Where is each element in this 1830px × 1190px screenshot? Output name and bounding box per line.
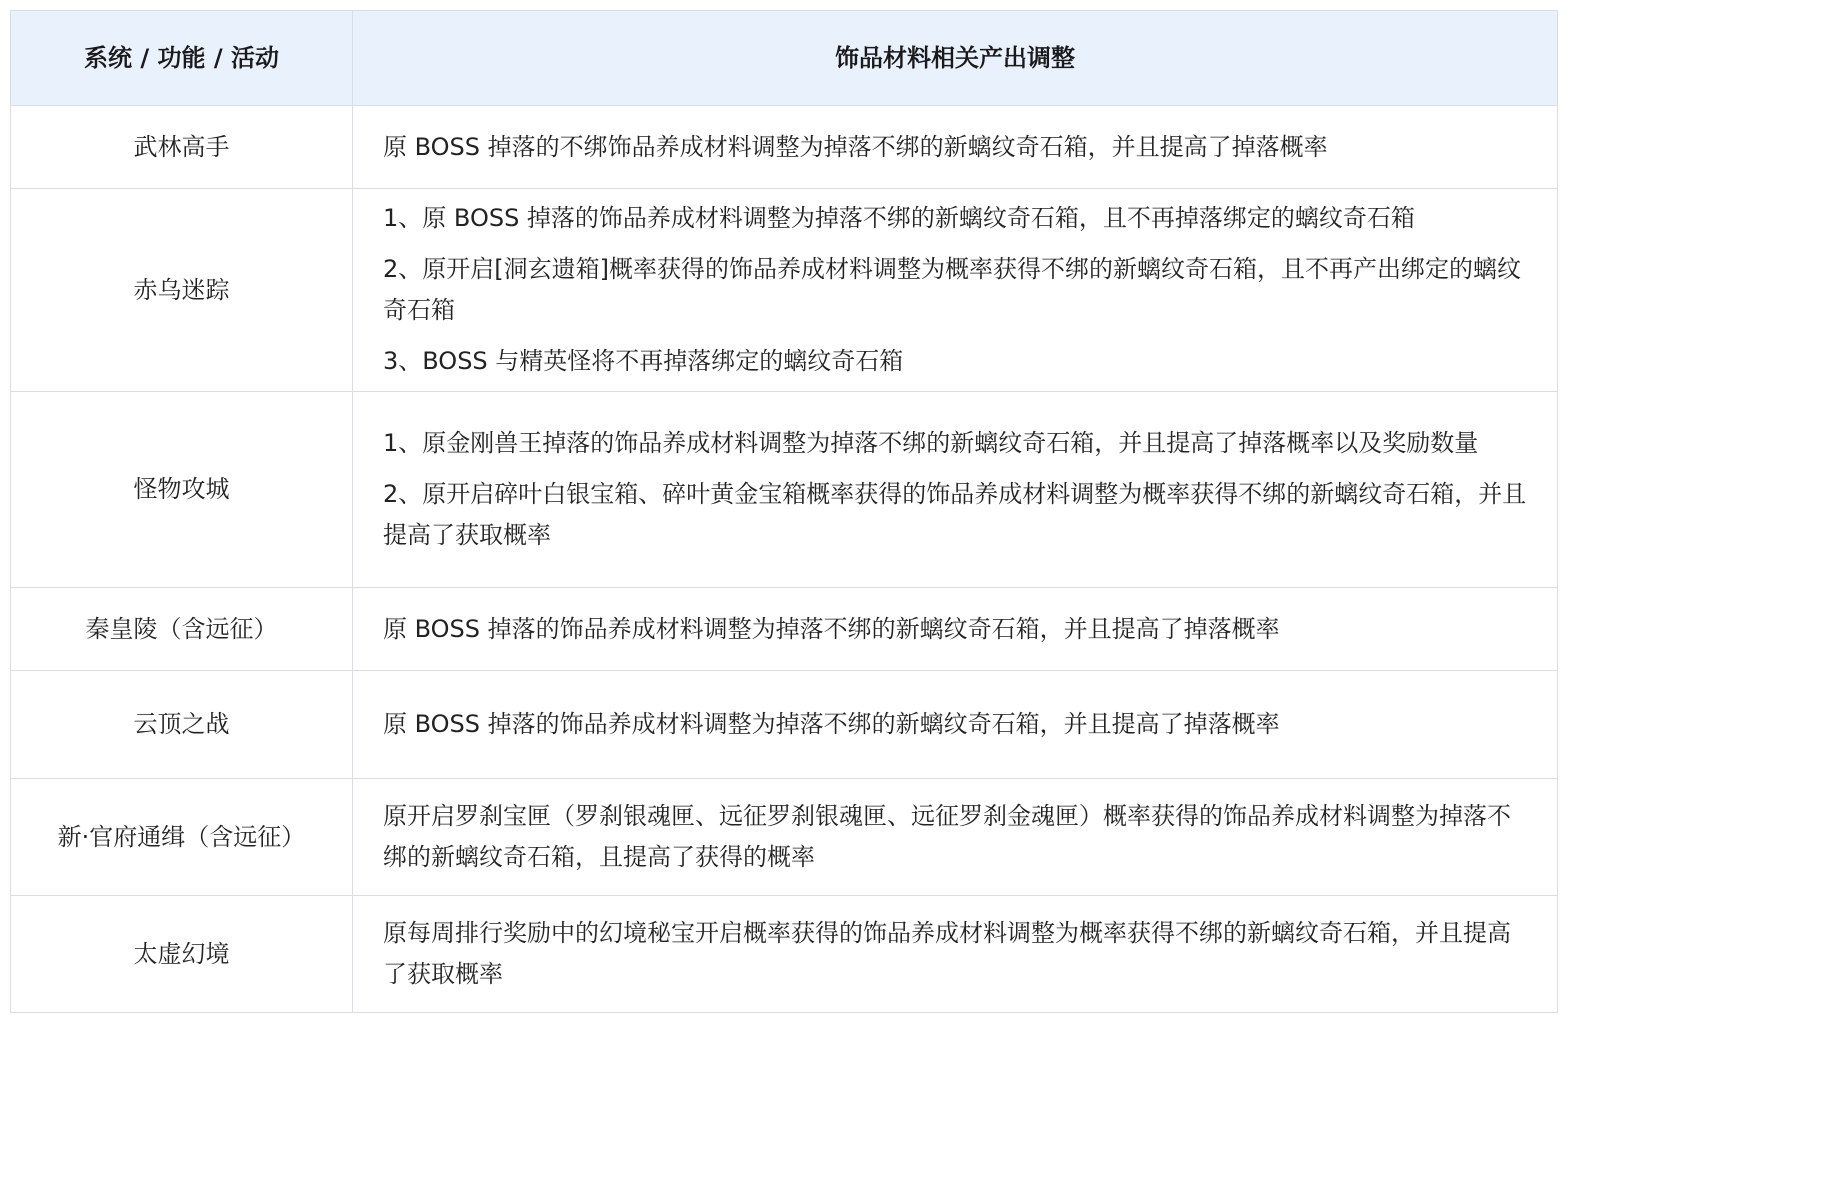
description-line: 1、原 BOSS 掉落的饰品养成材料调整为掉落不绑的新螭纹奇石箱，且不再掉落绑定的螭纹奇石箱 bbox=[383, 204, 1415, 232]
table-row bbox=[11, 189, 1558, 392]
adjustment-table-container bbox=[10, 10, 1557, 1013]
row-system-name: 云顶之战 bbox=[11, 671, 353, 779]
row-description bbox=[353, 189, 1558, 392]
adjustment-table bbox=[10, 10, 1558, 1013]
row-description bbox=[353, 392, 1558, 588]
row-system-name: 怪物攻城 bbox=[11, 392, 353, 588]
description-line: 1、原金刚兽王掉落的饰品养成材料调整为掉落不绑的新螭纹奇石箱，并且提高了掉落概率以及奖励数量 bbox=[383, 429, 1479, 457]
row-description bbox=[353, 671, 1558, 779]
table-row bbox=[11, 671, 1558, 779]
table-row bbox=[11, 392, 1558, 588]
table-header-row bbox=[11, 11, 1558, 106]
table-row bbox=[11, 588, 1558, 671]
table-row bbox=[11, 896, 1558, 1013]
row-system-name: 新·官府通缉（含远征） bbox=[11, 779, 353, 896]
row-system-name: 武林高手 bbox=[11, 106, 353, 189]
row-system-name: 秦皇陵（含远征） bbox=[11, 588, 353, 671]
row-description bbox=[353, 588, 1558, 671]
row-system-name: 赤乌迷踪 bbox=[11, 189, 353, 392]
description-line: 原每周排行奖励中的幻境秘宝开启概率获得的饰品养成材料调整为概率获得不绑的新螭纹奇石箱，并且提高了获取概率 bbox=[383, 919, 1511, 988]
row-description bbox=[353, 106, 1558, 189]
header-system: 系统 / 功能 / 活动 bbox=[11, 11, 353, 106]
description-line: 3、BOSS 与精英怪将不再掉落绑定的螭纹奇石箱 bbox=[383, 347, 904, 375]
description-line: 原 BOSS 掉落的不绑饰品养成材料调整为掉落不绑的新螭纹奇石箱，并且提高了掉落概率 bbox=[383, 132, 1328, 161]
table-row bbox=[11, 779, 1558, 896]
row-description bbox=[353, 896, 1558, 1013]
description-line: 原 BOSS 掉落的饰品养成材料调整为掉落不绑的新螭纹奇石箱，并且提高了掉落概率 bbox=[383, 710, 1280, 738]
description-line: 原开启罗刹宝匣（罗刹银魂匣、远征罗刹银魂匣、远征罗刹金魂匣）概率获得的饰品养成材料调整为掉落不绑的新螭纹奇石箱，且提高了获得的概率 bbox=[383, 802, 1511, 871]
description-line: 2、原开启碎叶白银宝箱、碎叶黄金宝箱概率获得的饰品养成材料调整为概率获得不绑的新螭纹奇石箱，并且提高了获取概率 bbox=[383, 480, 1527, 549]
table-row bbox=[11, 106, 1558, 189]
row-system-name: 太虚幻境 bbox=[11, 896, 353, 1013]
header-adjustment: 饰品材料相关产出调整 bbox=[353, 11, 1558, 106]
row-description bbox=[353, 779, 1558, 896]
description-line: 2、原开启[洞玄遗箱]概率获得的饰品养成材料调整为概率获得不绑的新螭纹奇石箱，且不再产出绑定的螭纹奇石箱 bbox=[383, 255, 1521, 324]
description-line: 原 BOSS 掉落的饰品养成材料调整为掉落不绑的新螭纹奇石箱，并且提高了掉落概率 bbox=[383, 614, 1280, 643]
